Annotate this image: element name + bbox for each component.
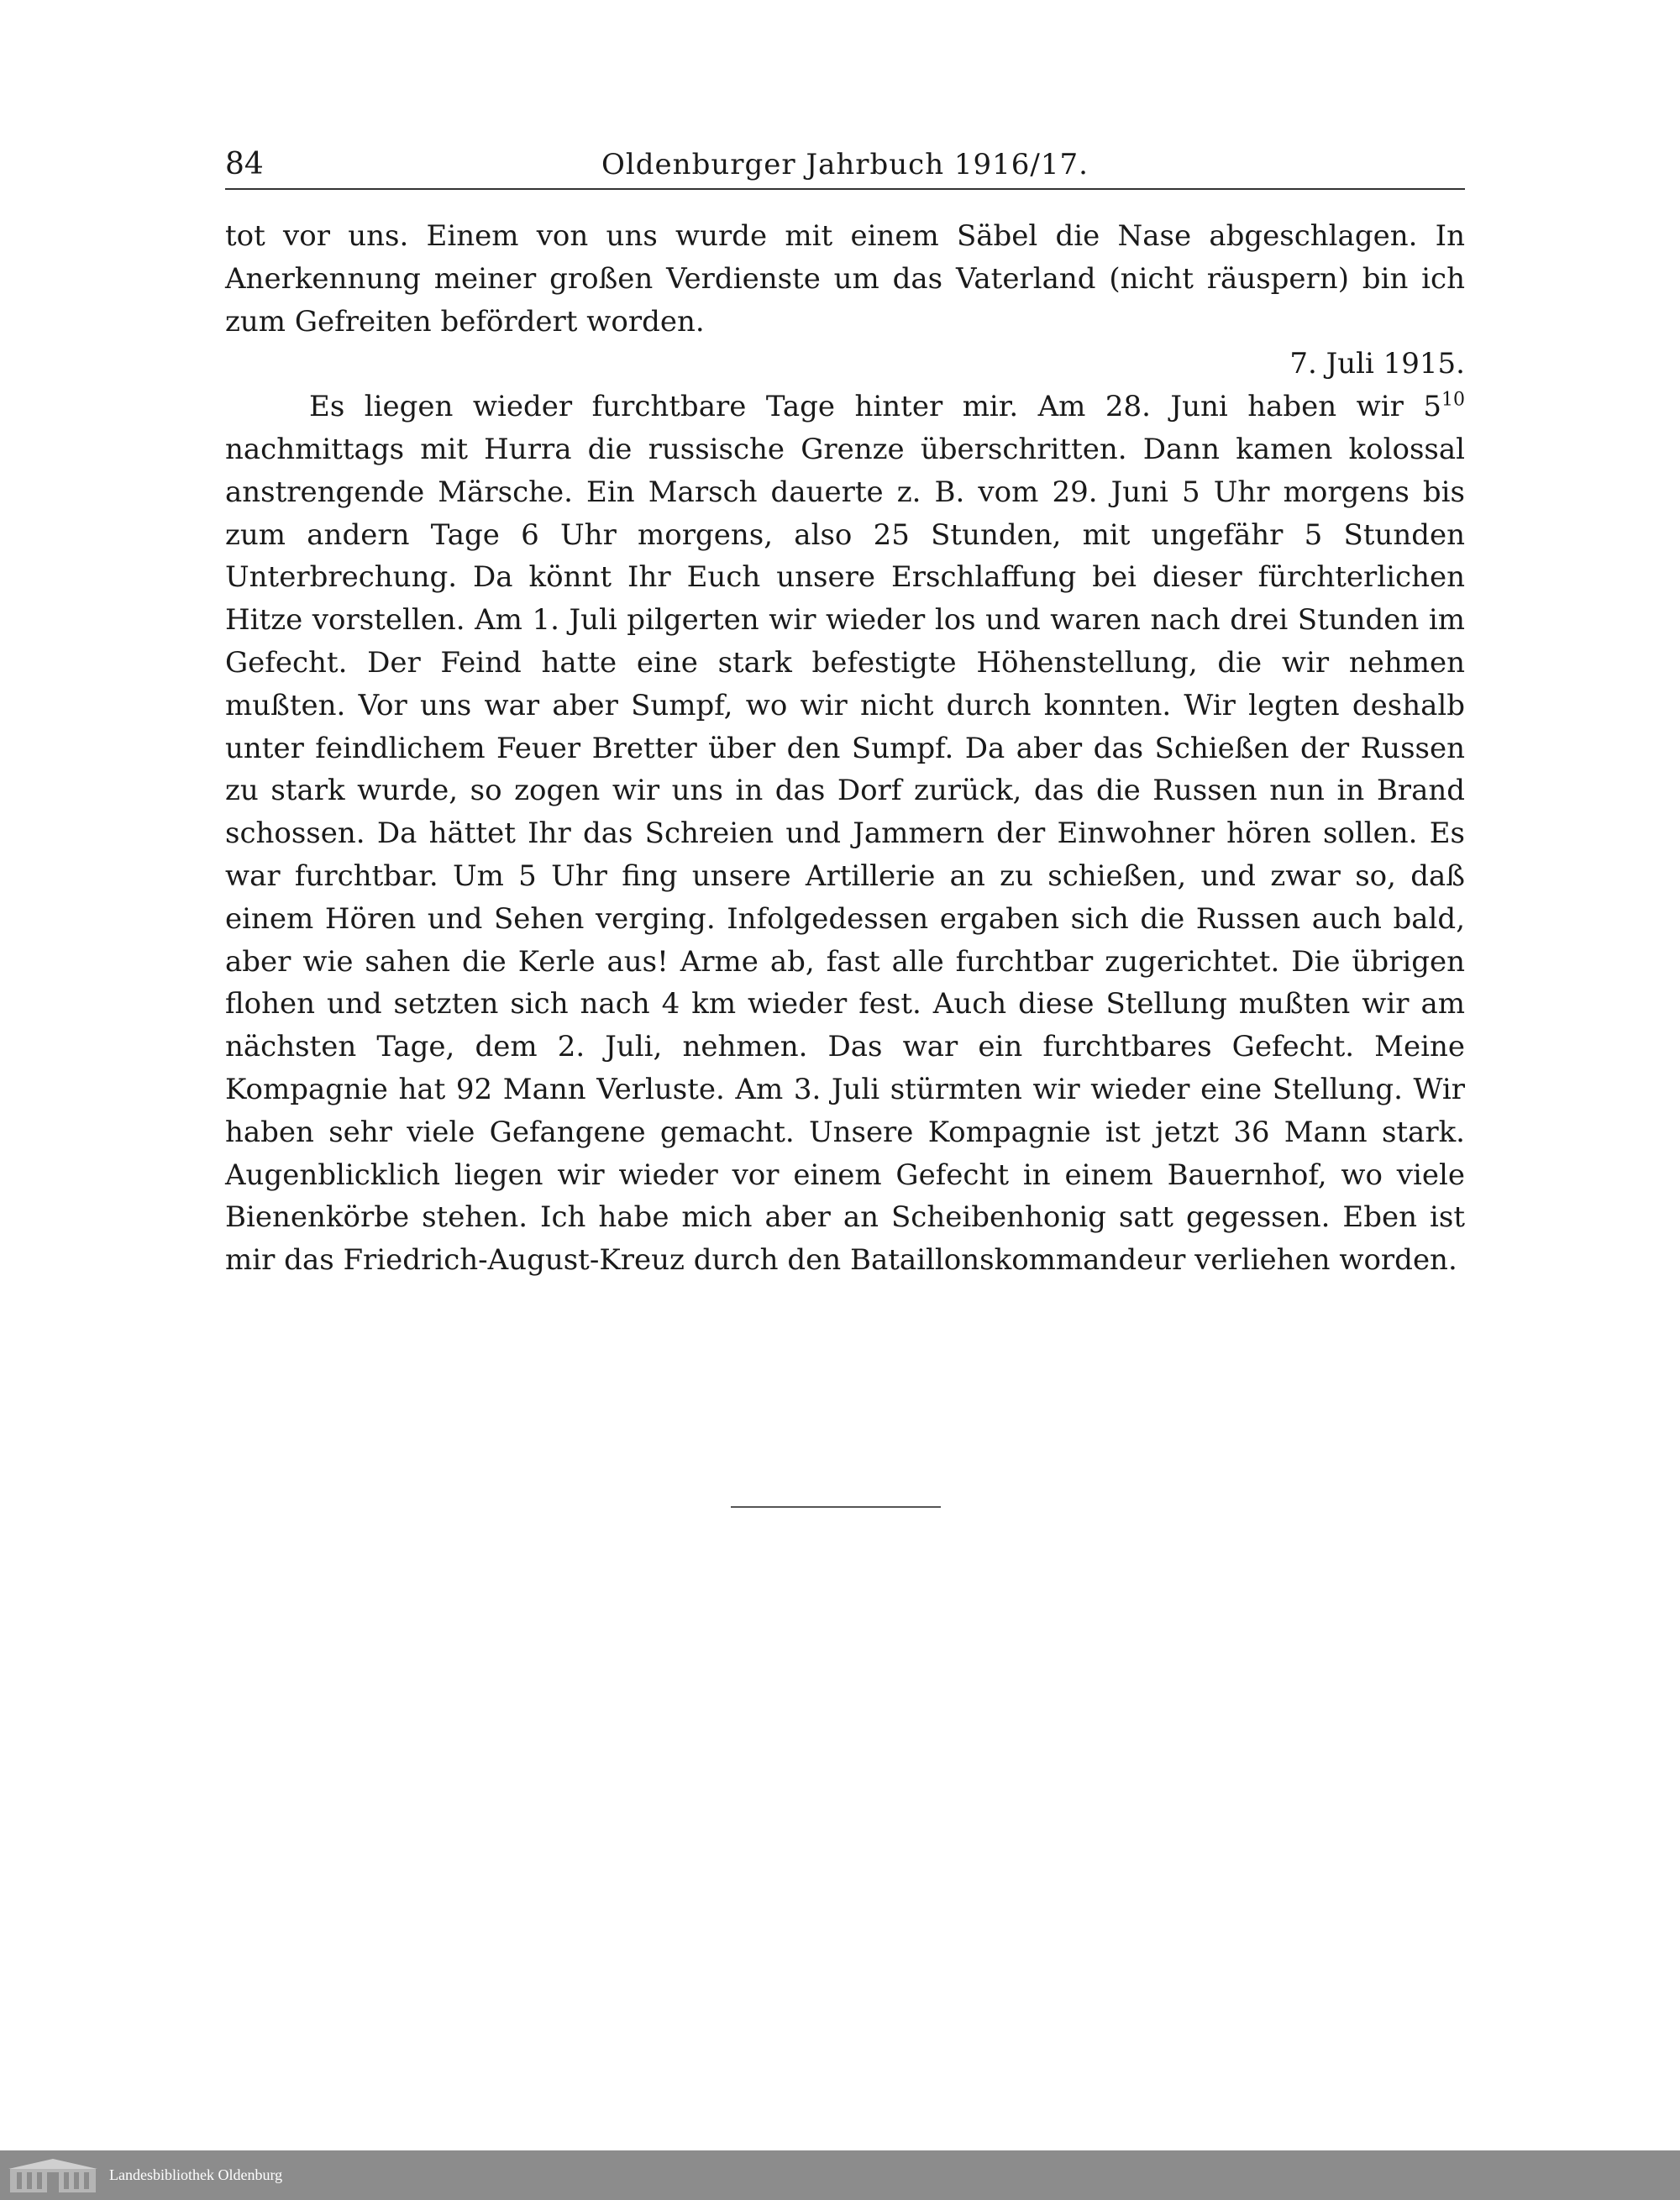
- library-name: Landesbibliothek Oldenburg: [109, 2166, 283, 2183]
- header-rule: [225, 188, 1465, 190]
- running-head: Oldenburger Jahrbuch 1916/17.: [601, 148, 1089, 181]
- library-building-icon: [7, 2157, 99, 2194]
- body-text: [225, 215, 1465, 1282]
- footer-bar: [0, 2150, 1680, 2200]
- paragraph-letter-start: Es liegen wieder furchtbare Tage hinter mir. Am 28. Juni haben wir 5: [309, 390, 1441, 424]
- letter-date: 7. Juli 1915.: [1289, 347, 1465, 381]
- time-superscript: 10: [1441, 389, 1465, 411]
- section-end-rule: [731, 1506, 941, 1508]
- page-number: 84: [225, 147, 264, 181]
- paragraph-letter-rest: nachmittags mit Hurra die russische Grenze überschritten. Dann kamen kolossal anstrengende Märsche. Ein Marsch dauerte z. B. vom 29. Juni 5 Uhr morgens bis zum andern Tage 6 Uhr morgens, also 25 Stunden, mit ungefähr 5 Stunden Unterbrechung. Da könnt Ihr Euch unsere Erschlaffung bei dieser fürchterlichen Hitze vorstellen. Am 1. Juli pilgerten wir wieder los und waren nach drei Stunden im Gefecht. Der Feind hatte eine stark befestigte Höhenstellung, die wir nehmen mußten. Vor uns war aber Sumpf, wo wir nicht durch konnten. Wir legten deshalb unter feindlichem Feuer Bretter über den Sumpf. Da aber das Schießen der Russen zu stark wurde, so zogen wir uns in das Dorf zurück, das die Russen nun in Brand schossen. Da hättet Ihr das Schreien und Jammern der Einwohner hören sollen. Es war furchtbar. Um 5 Uhr fing unsere Artillerie an zu schießen, und zwar so, daß einem Hören und Sehen verging. Infolgedessen ergaben sich die Russen auch bald, aber wie sahen die Kerle aus! Arme ab, fast alle furchtbar zugerichtet. Die übrigen flohen und setzten sich nach 4 km wieder fest. Auch diese Stellung mußten wir am nächsten Tage, dem 2. Juli, nehmen. Das war ein furchtbares Gefecht. Meine Kompagnie hat 92 Mann Verluste. Am 3. Juli stürmten wir wieder eine Stellung. Wir haben sehr viele Gefangene gemacht. Unsere Kompagnie ist jetzt 36 Mann stark. Augenblicklich liegen wir wieder vor einem Gefecht in einem Bauernhof, wo viele Bienenkörbe stehen. Ich habe mich aber an Scheibenhonig satt gegessen. Eben ist mir das Friedrich-August-Kreuz durch den Bataillonskommandeur verliehen worden.: [225, 432, 1465, 1278]
- page-header: [225, 141, 1465, 188]
- paragraph-letter: [225, 386, 1465, 1282]
- paragraph-continuation: tot vor uns. Einem von uns wurde mit einem Säbel die Nase abgeschlagen. In Anerkennung meiner großen Verdienste um das Vaterland (nicht räuspern) bin ich zum Gefreiten befördert worden.: [225, 219, 1465, 339]
